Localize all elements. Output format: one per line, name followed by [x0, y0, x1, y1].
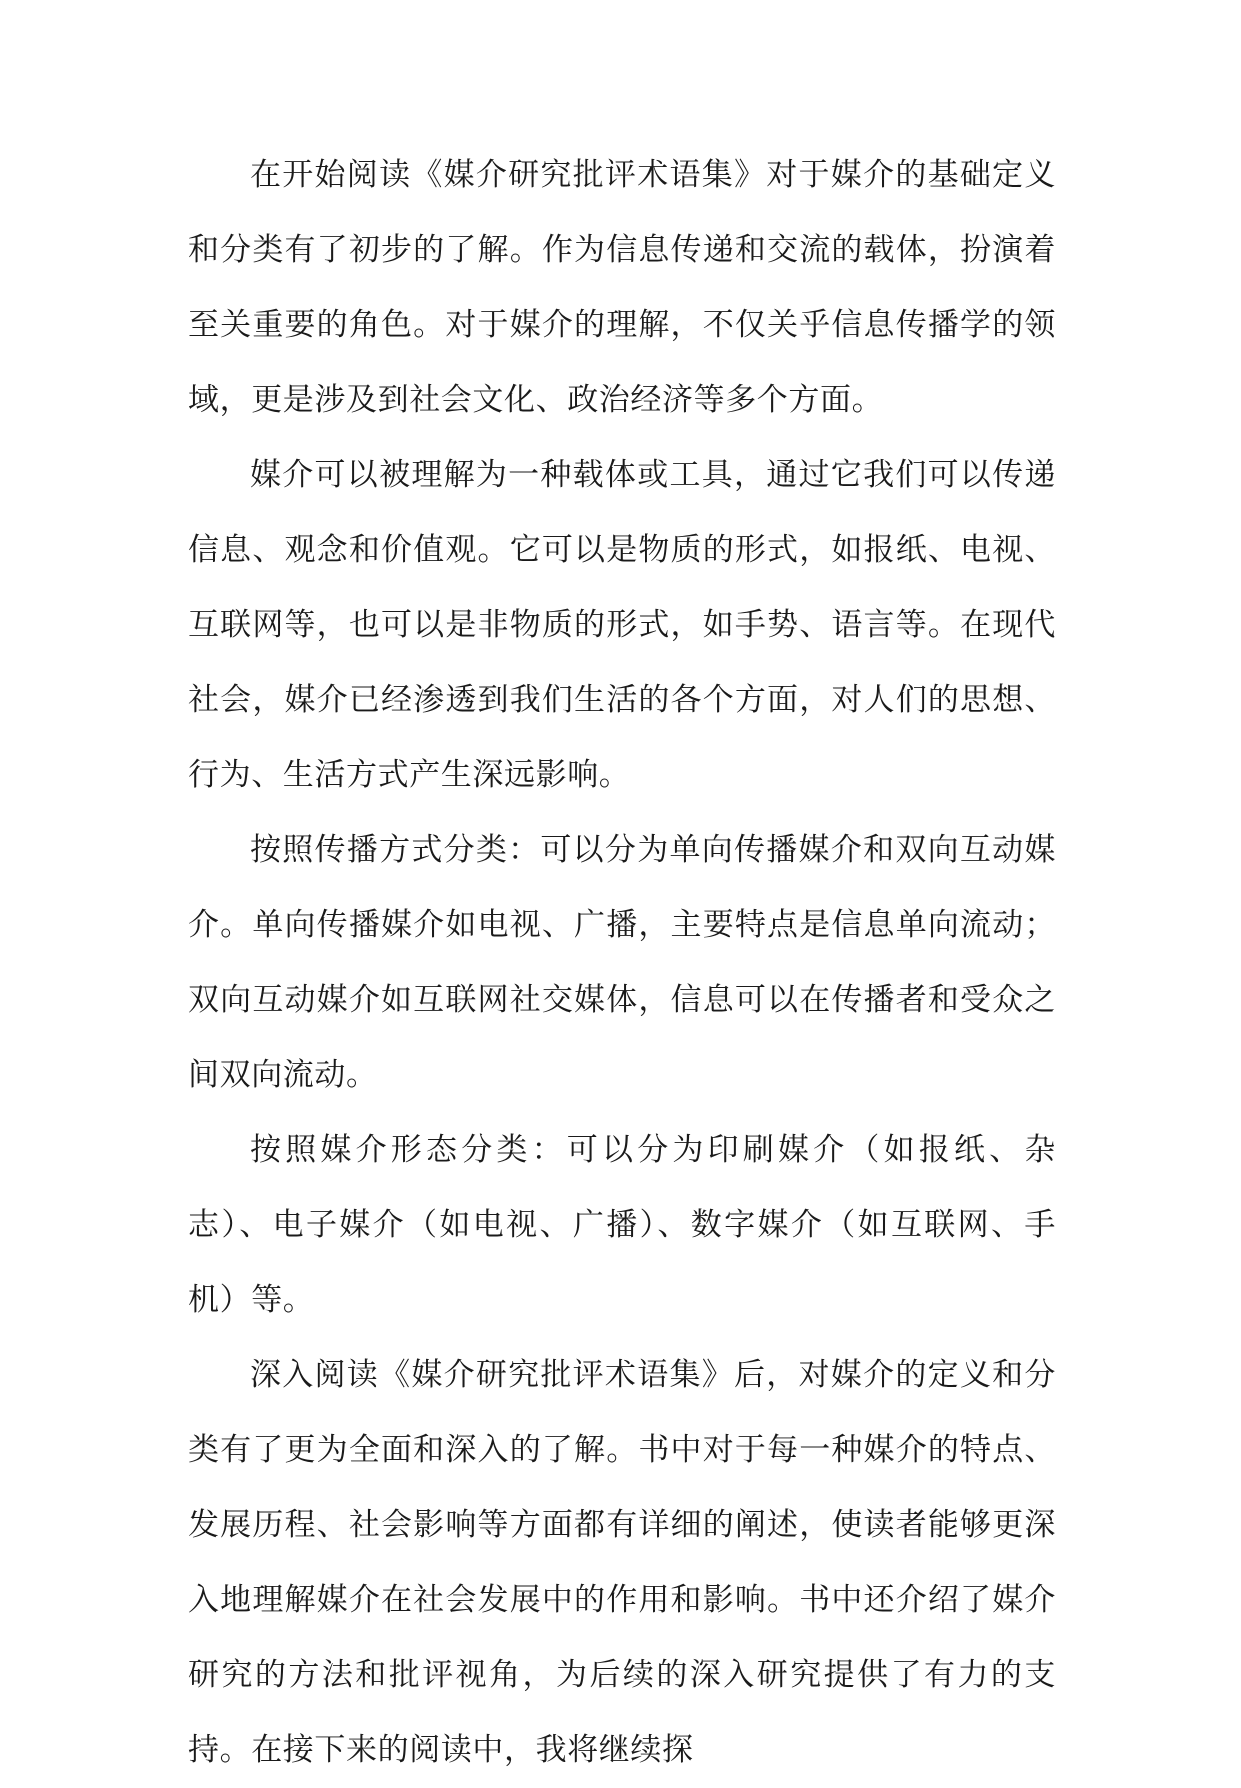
paragraph-2: 媒介可以被理解为一种载体或工具，通过它我们可以传递信息、观念和价值观。它可以是物质的形式，如报纸、电视、互联网等，也可以是非物质的形式，如手势、语言等。在现代社会，媒介已经渗透到我们生活的各个方面，对人们的思想、行为、生活方式产生深远影响。 [188, 457, 1056, 793]
body-text [188, 138, 1056, 1788]
paragraph-1: 在开始阅读《媒介研究批评术语集》对于媒介的基础定义和分类有了初步的了解。作为信息传递和交流的载体，扮演着至关重要的角色。对于媒介的理解，不仅关乎信息传播学的领域，更是涉及到社会文化、政治经济等多个方面。 [188, 157, 1056, 418]
paragraph-3: 按照传播方式分类：可以分为单向传播媒介和双向互动媒介。单向传播媒介如电视、广播，主要特点是信息单向流动；双向互动媒介如互联网社交媒体，信息可以在传播者和受众之间双向流动。 [188, 832, 1056, 1093]
paragraph-5: 深入阅读《媒介研究批评术语集》后，对媒介的定义和分类有了更为全面和深入的了解。书中对于每一种媒介的特点、发展历程、社会影响等方面都有详细的阐述，使读者能够更深入地理解媒介在社会发展中的作用和影响。书中还介绍了媒介研究的方法和批评视角，为后续的深入研究提供了有力的支持。在接下来的阅读中，我将继续探 [188, 1357, 1056, 1768]
paragraph-4: 按照媒介形态分类：可以分为印刷媒介（如报纸、杂志）、电子媒介（如电视、广播）、数字媒介（如互联网、手机）等。 [188, 1132, 1056, 1318]
